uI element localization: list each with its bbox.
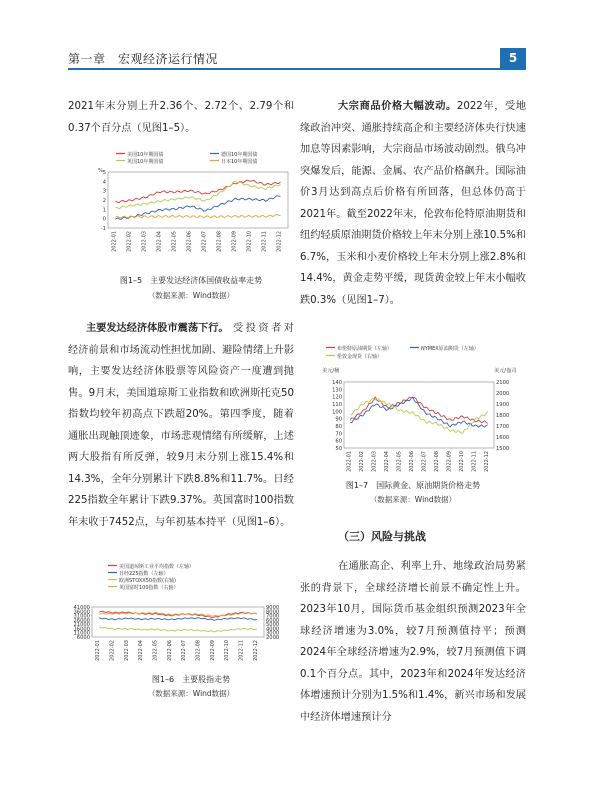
y-tick-label: 1 <box>102 207 106 214</box>
x-tick-label: 2022-05 <box>152 640 159 661</box>
x-tick-label: 2022-02 <box>358 451 365 472</box>
x-tick-label: 2022-03 <box>123 640 130 661</box>
unit-label-left: % <box>98 168 103 174</box>
y-tick-label: 3 <box>102 188 106 195</box>
legend-label: 英国富时100指数（右轴） <box>119 585 179 591</box>
right-paragraph-2: 在通胀高企、利率上升、地缘政治局势紧张的背景下，全球经济增长前景不确定性上升。2023年10月，国际货币基金组织预测2023年全球经济增速为3.0%，较7月预测值持平；预测2024年全球经济增速为2.9%，较7月预测值下调0.1个百分点。其中，2023年和2024年发达经济体增速预计分别为1.5%和1.4%，新兴市场和发展中经济体增速预计分 <box>300 561 526 723</box>
x-tick-label: 2022-09 <box>446 451 453 472</box>
x-tick-label: 2022-04 <box>383 451 390 472</box>
y-right-tick-label: 2100 <box>496 380 510 386</box>
legend-label: 日本10年期国债 <box>221 159 258 165</box>
y-tick-label: 21000 <box>73 622 90 629</box>
x-tick-label: 2022-06 <box>408 451 415 472</box>
legend-label: 美国10年期国债 <box>127 152 164 158</box>
y-tick-label: 100 <box>332 409 342 416</box>
right-paragraph-1-lead: 大宗商品价格大幅波动。 <box>338 101 457 112</box>
x-tick-label: 2022-10 <box>224 640 231 661</box>
y-right-tick-label: 4000 <box>266 626 280 633</box>
y-right-tick-label: 1500 <box>496 446 510 452</box>
figure-1-6-caption: 图1–6 主要股指走势 <box>151 675 231 684</box>
chapter-title: 第一章 宏观经济运行情况 <box>68 52 219 66</box>
x-tick-label: 2022-04 <box>138 640 145 661</box>
y-tick-label: 5 <box>102 170 106 176</box>
y-right-tick-label: 8000 <box>266 609 280 616</box>
x-tick-label: 2022-07 <box>181 640 188 661</box>
series-line <box>350 399 488 434</box>
right-paragraph-1-body: 2022年，受地缘政治冲突、通胀持续高企和主要经济体央行快速加息等因素影响，大宗商品市场波动剧烈。俄乌冲突爆发后，能源、金属、农产品价格飙升。国际油价3月达到高点后价格有所回落，但总体仍高于2021年。截至2022年末，伦敦布伦特原油期货和纽约轻质原油期货价格较上年末分别上涨10.5%和6.7%，玉米和小麦价格较上年末分别上涨2.8%和14.4%，黄金走势平缓，现货黄金较上年末小幅收跌0.3%（见图1–7）。 <box>300 101 527 306</box>
y-tick-label: 26000 <box>73 617 90 624</box>
y-tick-label: -1 <box>100 226 106 232</box>
y-right-tick-label: 2000 <box>266 635 280 641</box>
figure-1-7-source: （数据来源：Wind数据） <box>369 495 457 504</box>
y-tick-label: 80 <box>335 424 342 430</box>
left-paragraph-2-body: 受投资者对经济前景和市场流动性担忧加剧、避险情绪上升影响，主要发达经济体股票等风险资产一度遭到抛售。9月末，美国道琼斯工业指数和欧洲斯托克50指数均较年初高点下跌超20%。第四季度，随着通胀出现触顶迹象，市场悲观情绪有所缓解，上述两大股指有所反弹，较9月末分别上涨15.4%和14.3%，全年分别累计下跌8.8%和11.7%。日经225指数全年累计下跌9.37%。英国富时100指数年末收于7452点，与年初基本持平（见图1–6）。 <box>68 323 294 528</box>
x-tick-label: 2022-03 <box>141 231 148 252</box>
x-tick-label: 2022-12 <box>276 231 283 252</box>
series-line <box>350 397 488 427</box>
plot-frame <box>92 607 264 637</box>
x-tick-label: 2022-03 <box>371 451 378 472</box>
y-right-tick-label: 6000 <box>266 617 280 624</box>
x-tick-label: 2022-10 <box>246 231 253 252</box>
y-right-tick-label: 7000 <box>266 613 280 620</box>
x-tick-label: 2022-10 <box>458 451 465 472</box>
x-tick-label: 2022-07 <box>201 231 208 252</box>
header-rule <box>68 68 526 70</box>
x-tick-label: 2022-07 <box>421 451 428 472</box>
x-tick-label: 2022-12 <box>252 640 259 661</box>
y-tick-label: 2 <box>102 198 106 204</box>
x-tick-label: 2022-05 <box>171 231 178 252</box>
figure-1-5-caption: 图1–5 主要发达经济体国债收益率走势 <box>119 276 263 285</box>
x-tick-label: 2022-11 <box>471 451 478 472</box>
unit-label-left: 美元/桶 <box>322 368 340 374</box>
section-heading-risks: （三）风险与挑战 <box>338 530 426 543</box>
y-right-tick-label: 1700 <box>496 424 510 430</box>
x-tick-label: 2022-11 <box>261 231 268 252</box>
y-right-tick-label: 9000 <box>266 605 280 611</box>
series-line <box>116 181 281 208</box>
y-tick-label: 36000 <box>73 609 90 616</box>
y-tick-label: 120 <box>332 394 342 401</box>
x-tick-label: 2022-08 <box>216 231 223 252</box>
x-tick-label: 2022-06 <box>166 640 173 661</box>
unit-label-right: 美元/盎司 <box>494 368 517 374</box>
x-tick-label: 2022-12 <box>483 451 490 472</box>
y-right-tick-label: 2000 <box>496 391 510 397</box>
legend-label: 德国10年期国债 <box>221 152 258 158</box>
figure-1-7-caption: 图1–7 国际黄金、原油期货价格走势 <box>345 481 481 490</box>
x-tick-label: 2022-09 <box>209 640 216 661</box>
y-tick-label: 11000 <box>73 630 90 637</box>
x-tick-label: 2022-11 <box>238 640 245 661</box>
x-tick-label: 2022-02 <box>126 231 133 252</box>
page-header <box>68 48 526 68</box>
y-right-tick-label: 5000 <box>266 622 280 629</box>
y-tick-label: 110 <box>332 402 342 408</box>
legend-label: 英国10年期国债 <box>127 159 164 165</box>
series-line <box>99 627 257 632</box>
y-right-tick-label: 1600 <box>496 435 510 441</box>
figure-gold-oil-chart <box>318 340 526 478</box>
x-tick-label: 2022-04 <box>156 231 163 252</box>
left-paragraph-1: 2021年末分别上升2.36个、2.72个、2.79个和0.37个百分点（见图1–5）。 <box>68 101 294 134</box>
y-tick-label: 70 <box>335 431 342 438</box>
page-number-badge: 5 <box>500 48 526 68</box>
y-right-tick-label: 1800 <box>496 413 510 419</box>
x-tick-label: 2022-06 <box>186 231 193 252</box>
x-tick-label: 2022-05 <box>396 451 403 472</box>
legend-label: 伦敦金现货（右轴） <box>337 354 383 360</box>
y-tick-label: 41000 <box>73 605 90 611</box>
x-tick-label: 2022-01 <box>346 451 353 472</box>
plot-frame <box>344 382 494 448</box>
y-tick-label: 130 <box>332 387 342 394</box>
x-tick-label: 2022-01 <box>111 231 118 252</box>
series-line <box>99 618 257 621</box>
legend-label: 美国道琼斯工业平均指数（左轴） <box>119 564 195 570</box>
legend-label: 布伦特原油期货（左轴） <box>337 346 393 352</box>
x-tick-label: 2022-08 <box>195 640 202 661</box>
y-tick-label: 140 <box>332 380 342 386</box>
legend-label: NYMEX原油期货（左轴） <box>421 346 479 352</box>
y-tick-label: 6000 <box>76 635 90 641</box>
figure-1-5-source: （数据来源：Wind数据） <box>147 291 235 300</box>
series-line <box>116 180 281 203</box>
figure-stock-indices-chart <box>68 562 298 674</box>
y-tick-label: 4 <box>102 179 106 186</box>
x-tick-label: 2022-08 <box>433 451 440 472</box>
y-tick-label: 16000 <box>73 626 90 633</box>
y-tick-label: 90 <box>335 416 342 423</box>
figure-bond-yields-chart <box>86 148 296 274</box>
y-tick-label: 31000 <box>73 613 90 620</box>
legend-label: 欧洲STOXX50指数(右轴) <box>119 578 176 584</box>
y-right-tick-label: 1900 <box>496 402 510 408</box>
left-paragraph-2-lead: 主要发达经济体股市震荡下行。 <box>86 323 229 334</box>
x-tick-label: 2022-01 <box>95 640 102 661</box>
series-line <box>350 397 488 423</box>
y-right-tick-label: 3000 <box>266 630 280 637</box>
x-tick-label: 2022-02 <box>109 640 116 661</box>
y-tick-label: 0 <box>102 216 106 223</box>
legend-label: 日经225指数（左轴） <box>119 571 169 577</box>
y-tick-label: 50 <box>335 446 342 452</box>
x-tick-label: 2022-09 <box>231 231 238 252</box>
figure-1-6-source: （数据来源：Wind数据） <box>147 689 235 698</box>
y-tick-label: 60 <box>335 438 342 445</box>
right-paragraph-1-wrapper <box>300 96 526 311</box>
